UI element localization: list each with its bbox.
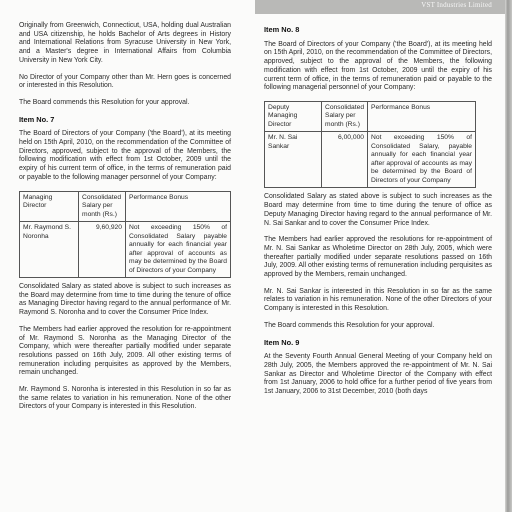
table-header-cell: Deputy Managing Director <box>265 101 322 132</box>
left-paragraph-3: The Board commends this Resolution for your approval. <box>19 98 190 106</box>
table-header-row <box>265 101 476 132</box>
left-paragraph-4: The Board of Directors of your Company ('the Board'), at its meeting held on 15th April, 2010, on the recommendation of the Committee of Directors, approved, subject to the approval of the Members, the following modification with effect from 1st October, 2009 until the expiry of his current term of office, in the terms of remuneration paid or payable to the following manager personnel of your Company: <box>19 130 231 181</box>
right-paragraph-1: The Board of Directors of your Company ('the Board'), at its meeting held on 15th April, 2010, on the recommendation of the Committee of Directors, approved, subject to the approval of the Members, the following modification with effect from 1st October, 2009 until the expiry of his current term of office, in the terms of remuneration paid or payable to the following managerial personnel of your Company: <box>264 40 492 92</box>
table-cell-salary: 6,00,000 <box>322 132 368 188</box>
right-paragraph-5: The Board commends this Resolution for your approval. <box>264 321 435 329</box>
right-paragraph-6: At the Seventy Fourth Annual General Meeting of your Company held on 28th July, 2005, the Members approved the re-appointment of Mr. N. Sai Sankar as Director and Wholetime Director of the Company with effect from 1st January, 2006 to hold office for a further period of five years from 1st January, 2006 to 31st December, 2010 (both days <box>264 353 492 396</box>
item-8-heading: Item No. 8 <box>264 25 300 34</box>
right-column <box>264 26 492 405</box>
item-7-heading: Item No. 7 <box>19 114 55 124</box>
managing-director-table <box>19 191 231 279</box>
right-paragraph-3: The Members had earlier approved the resolutions for re-appointment of Mr. N. Sai Sankar as Wholetime Director on 28th July, 2005, which were thereafter partially modified under separate resolutions passed on 16th July, 2009. All other existing terms of remuneration including perquisites as approved by the Members, remain unchanged. <box>264 236 492 279</box>
table-header-cell: Consolidated Salary per month (Rs.) <box>322 101 368 132</box>
left-paragraph-6: The Members had earlier approved the resolution for re-appointment of Mr. Raymond S. Noronha as the Managing Director of the Company, which were thereafter partially modified under separate resolutions passed on 16th July, 2009. All other existing terms of remuneration including perquisites as approved by the Members, remain unchanged. <box>19 325 231 377</box>
table-cell-name: Mr. Raymond S. Noronha <box>20 222 79 278</box>
left-column <box>19 22 231 420</box>
left-paragraph-1: Originally from Greenwich, Connecticut, USA, holding dual Australian and USA citizenship, he holds Bachelor of Arts degrees in History and International Relations from Syracuse University in New York, and a Master's degree in International Affairs from Columbia University in New York City. <box>19 22 231 64</box>
table-row <box>20 222 231 278</box>
right-paragraph-2: Consolidated Salary as stated above is subject to such increases as the Board may determine from time to time during the tenure of office as Deputy Managing Director having regard to the annual performance of Mr. N. Sai Sankar and to cover the Consumer Price Index. <box>264 193 492 227</box>
table-header-cell: Performance Bonus <box>126 191 231 222</box>
table-row <box>265 132 476 188</box>
left-paragraph-5: Consolidated Salary as stated above is subject to such increases as the Board may determine from time to time during the tenure of office as Managing Director having regard to the annual performance of Mr. Raymond S. Noronha and to cover the Consumer Price Index. <box>19 283 231 317</box>
table-cell-bonus: Not exceeding 150% of Consolidated Salary, payable annually for each financial year after approval of accounts as may be determined by the Board of Directors of your Company <box>368 132 476 188</box>
item-9-heading: Item No. 9 <box>264 337 300 347</box>
company-running-header: VST Industries Limited <box>421 1 492 9</box>
table-header-row <box>20 191 231 222</box>
left-paragraph-7: Mr. Raymond S. Noronha is interested in this Resolution in so far as the same relates to variation in his remuneration. None of the other Directors of your Company is interested in this Resolution. <box>19 386 231 411</box>
deputy-managing-director-table <box>264 101 476 189</box>
table-cell-salary: 9,60,920 <box>79 222 126 278</box>
table-header-cell: Managing Director <box>20 191 79 222</box>
right-paragraph-4: Mr. N. Sai Sankar is interested in this Resolution in so far as the same relates to variation in his remuneration. None of the other Directors of your Company is interested in this Resolution. <box>264 287 492 313</box>
left-paragraph-2: No Director of your Company other than Mr. Hern goes is concerned or interested in this Resolution. <box>19 73 231 90</box>
table-header-cell: Consolidated Salary per month (Rs.) <box>79 191 126 222</box>
table-cell-name: Mr. N. Sai Sankar <box>265 132 322 188</box>
table-header-cell: Performance Bonus <box>368 101 476 132</box>
table-cell-bonus: Not exceeding 150% of Consolidated Salary payable annually for each financial year after approval of accounts as may be determined by the Board of Directors of your Company <box>126 222 231 278</box>
page-edge-shadow <box>505 0 512 512</box>
